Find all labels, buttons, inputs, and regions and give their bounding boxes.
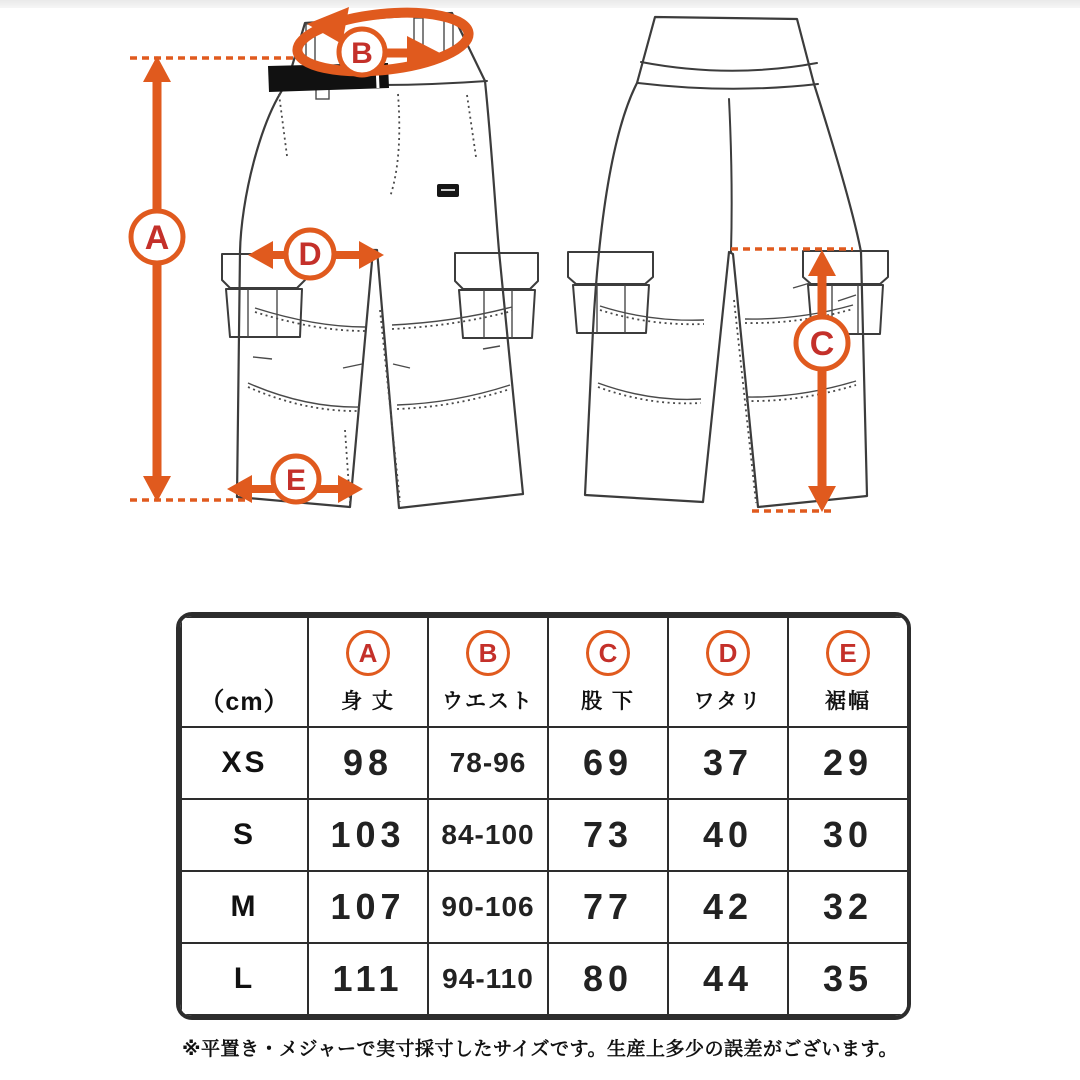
value-cell: 35 (822, 958, 874, 999)
col-label-c: 股 下 (581, 689, 635, 713)
size-label: M (230, 890, 259, 923)
col-letter-badge-d: D (706, 630, 750, 676)
table-row-s (181, 799, 908, 871)
value-cell: 40 (702, 814, 754, 855)
value-cell: 103 (330, 814, 406, 855)
col-header-C (548, 617, 668, 727)
value-cell: 44 (702, 958, 754, 999)
measure-label-e: E (285, 464, 307, 497)
value-cell: 42 (702, 886, 754, 927)
pants-back-view (568, 17, 888, 507)
measure-label-d: D (298, 236, 322, 272)
size-table (180, 616, 909, 1016)
value-cell: 77 (582, 886, 634, 927)
col-letter-badge-e: E (826, 630, 870, 676)
col-letter-badge-b: B (466, 630, 510, 676)
value-cell: 94-110 (442, 963, 534, 994)
table-header-row (181, 617, 908, 727)
unit-label: （cm） (199, 687, 290, 716)
col-label-b: ウエスト (442, 689, 534, 713)
measure-label-b: B (351, 37, 373, 70)
col-label-e: 裾幅 (825, 689, 871, 713)
value-cell: 107 (330, 886, 406, 927)
value-cell: 37 (702, 742, 754, 783)
col-header-D (668, 617, 788, 727)
measure-label-c: C (809, 325, 835, 363)
col-letter-badge-a: A (346, 630, 390, 676)
col-header-E (788, 617, 908, 727)
value-cell: 80 (582, 958, 634, 999)
size-label: XS (221, 746, 268, 779)
value-cell: 69 (582, 742, 634, 783)
value-cell: 111 (332, 958, 404, 999)
unit-header-cell (181, 617, 308, 727)
value-cell: 84-100 (441, 819, 535, 850)
size-label: S (232, 818, 256, 851)
col-label-d: ワタリ (693, 689, 763, 713)
col-header-A (308, 617, 428, 727)
table-row-m (181, 871, 908, 943)
table-row-l (181, 943, 908, 1015)
col-letter-badge-c: C (586, 630, 630, 676)
value-cell: 78-96 (449, 747, 527, 778)
table-row-xs (181, 727, 908, 799)
value-cell: 98 (342, 742, 394, 783)
size-label: L (233, 962, 256, 995)
measure-label-a: A (144, 219, 170, 257)
col-header-B (428, 617, 548, 727)
measurement-disclaimer: ※平置き・メジャーで実寸採寸したサイズです。生産上多少の誤差がございます。 (181, 1039, 899, 1060)
value-cell: 29 (822, 742, 874, 783)
size-table-container (176, 612, 911, 1020)
value-cell: 90-106 (441, 891, 535, 922)
value-cell: 73 (582, 814, 634, 855)
value-cell: 30 (822, 814, 874, 855)
brand-patch (437, 184, 459, 197)
value-cell: 32 (822, 886, 874, 927)
col-label-a: 身 丈 (341, 689, 395, 713)
